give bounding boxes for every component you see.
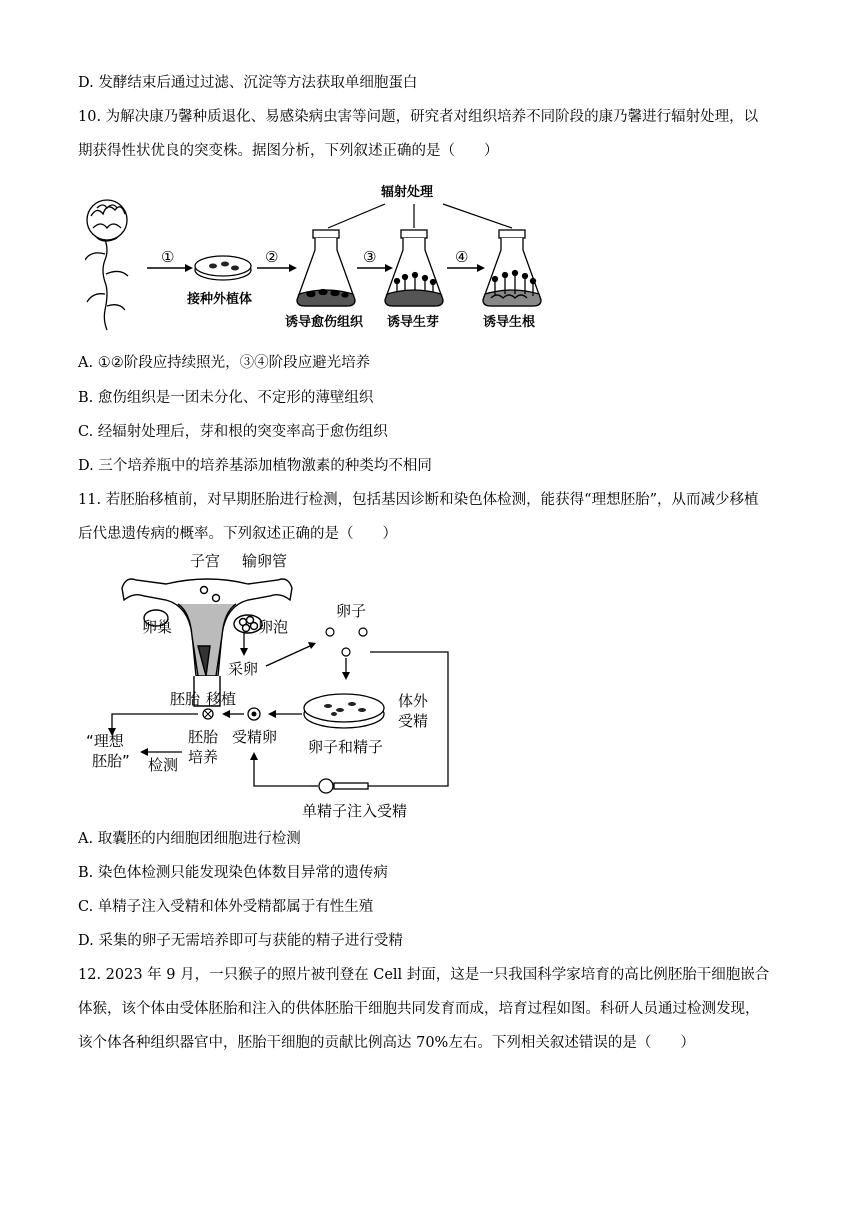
flask-callus-icon (297, 230, 355, 306)
q11-embryo-screening-figure (78, 546, 458, 824)
icsi-label: 单精子注入受精 (302, 802, 408, 820)
uterus-label: 子宫 (190, 552, 221, 570)
root-label: 诱导生根 (483, 315, 536, 330)
step4-label: ④ (455, 248, 469, 266)
follicle-label: 卵泡 (258, 618, 289, 636)
culture-dish-icon (304, 694, 384, 728)
q11-option-d: D. 采集的卵子无需培养即可与获能的精子进行受精 (78, 933, 403, 949)
step3-label: ③ (363, 248, 377, 266)
q12-stem-line3: 该个体各种组织器官中，胚胎干细胞的贡献比例高达 70%左右。下列相关叙述错误的是（ ） (78, 1035, 695, 1051)
transfer-label-a: 胚胎 (170, 690, 201, 708)
collect-egg-label: 采卵 (228, 660, 259, 678)
detect-label: 检测 (148, 756, 179, 774)
q11-option-c: C. 单精子注入受精和体外受精都属于有性生殖 (78, 899, 374, 915)
egg-sperm-label: 卵子和精子 (308, 738, 384, 756)
q9-option-d: D. 发酵结束后通过过滤、沉淀等方法获取单细胞蛋白 (78, 75, 418, 91)
q12-stem-line2: 体猴，该个体由受体胚胎和注入的供体胚胎干细胞共同发育而成，培育过程如图。科研人员通过检测发现， (78, 1001, 760, 1017)
ivf-label-b: 受精 (398, 712, 429, 730)
q11-option-a: A. 取囊胚的内细胞团细胞进行检测 (78, 831, 301, 847)
q11-stem-line1: 11. 若胚胎移植前，对早期胚胎进行检测，包括基因诊断和染色体检测，能获得“理想胚胎”，从而减少移植 (78, 492, 759, 508)
step2-label: ② (265, 248, 279, 266)
q11-option-b: B. 染色体检测只能发现染色体数目异常的遗传病 (78, 865, 388, 881)
oviduct-label: 输卵管 (242, 552, 288, 570)
q12-stem-line1: 12. 2023 年 9 月，一只猴子的照片被刊登在 Cell 封面，这是一只我国科学家培育的高比例胚胎干细胞嵌合 (78, 967, 770, 983)
ideal-embryo-label-b: 胚胎” (92, 752, 130, 770)
callus-label: 诱导愈伤组织 (285, 315, 364, 330)
q11-stem-line2: 后代患遗传病的概率。下列叙述正确的是（ ） (78, 526, 397, 542)
bud-label: 诱导生芽 (387, 315, 440, 330)
petri-dish-icon (195, 256, 251, 280)
culture-label-a: 胚胎 (188, 728, 219, 746)
carnation-plant-icon (85, 200, 128, 330)
q10-stem-line1: 10. 为解决康乃馨种质退化、易感染病虫害等问题，研究者对组织培养不同阶段的康乃馨进行辐射处理，以 (78, 109, 759, 125)
transfer-label-b: 移植 (206, 690, 237, 708)
ivf-label-a: 体外 (398, 692, 429, 710)
radiation-label: 辐射处理 (381, 185, 434, 200)
uterus-icon (122, 579, 292, 706)
egg-label: 卵子 (336, 602, 367, 620)
ovary-label: 卵巢 (142, 618, 173, 636)
q10-option-a: A. ①②阶段应持续照光，③④阶段应避光培养 (78, 355, 371, 371)
q10-stem-line2: 期获得性状优良的突变株。据图分析，下列叙述正确的是（ ） (78, 143, 499, 159)
icsi-needle-icon (310, 779, 368, 793)
q10-option-c: C. 经辐射处理后，芽和根的突变率高于愈伤组织 (78, 424, 388, 440)
flask-bud-icon (385, 230, 443, 306)
q10-option-b: B. 愈伤组织是一团未分化、不定形的薄壁组织 (78, 390, 374, 406)
flask-root-icon (483, 230, 541, 306)
q10-tissue-culture-figure (85, 178, 565, 336)
explant-label: 接种外植体 (187, 292, 253, 307)
step1-label: ① (161, 248, 175, 266)
ideal-embryo-label-a: “理想 (86, 732, 124, 750)
culture-label-b: 培养 (188, 748, 219, 766)
zygote-label: 受精卵 (232, 728, 278, 746)
q10-option-d: D. 三个培养瓶中的培养基添加植物激素的种类均不相同 (78, 458, 432, 474)
